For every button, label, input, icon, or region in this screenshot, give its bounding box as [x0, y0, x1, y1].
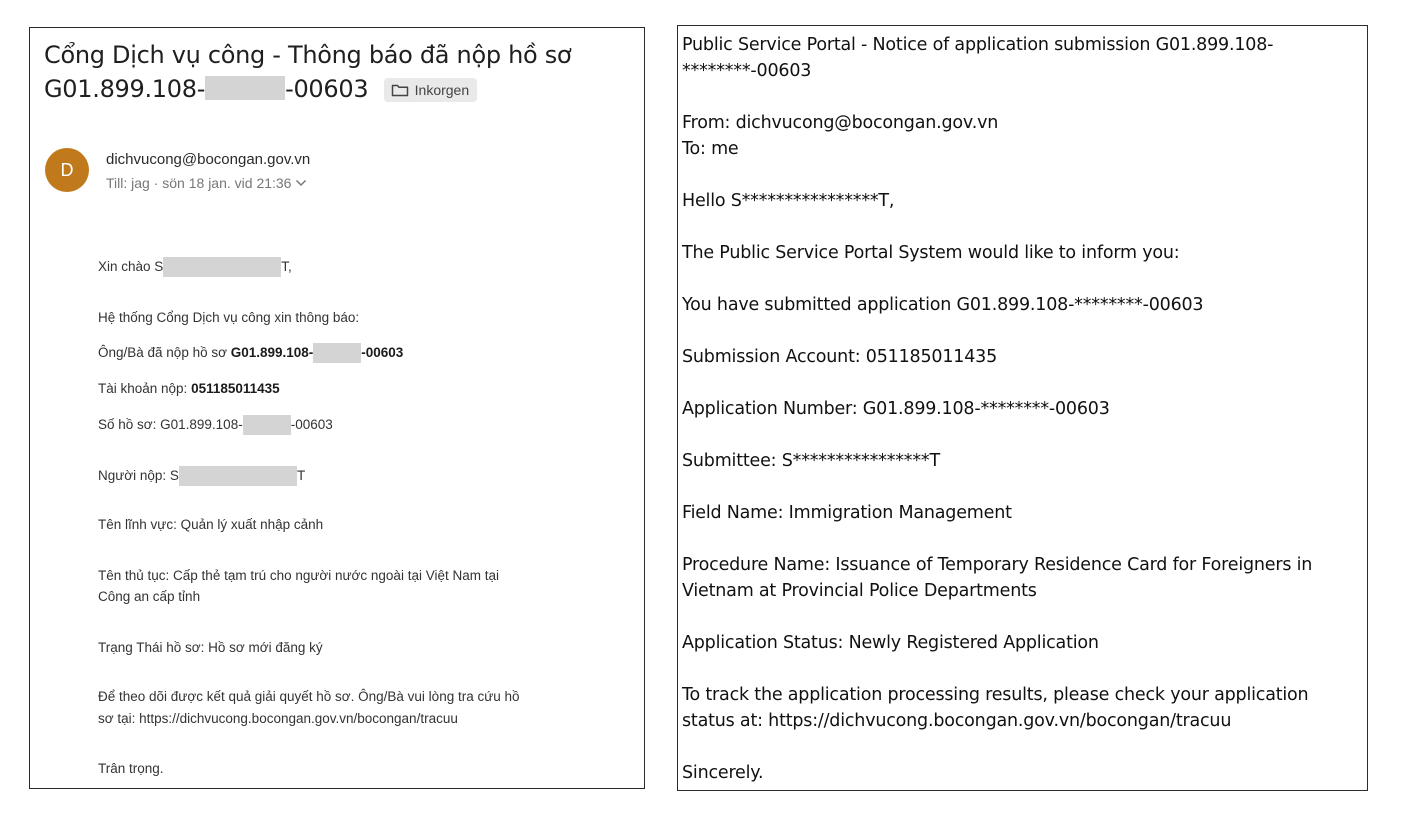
- submitted-id-suffix: -00603: [361, 345, 404, 360]
- translation-procedure-line-2: Vietnam at Provincial Police Departments: [682, 581, 1037, 601]
- account-line: [98, 378, 280, 399]
- translation-track-line-1: To track the application processing results, please check your application: [682, 685, 1309, 705]
- account-label: Tài khoản nộp:: [98, 381, 192, 396]
- submitted-id-prefix: G01.899.108-: [230, 345, 314, 360]
- translation-title-line-1: Public Service Portal - Notice of application submission G01.899.108-: [682, 35, 1274, 55]
- submitted-label: Ông/Bà đã nộp hồ sơ: [98, 345, 231, 360]
- redaction-block: [313, 343, 361, 363]
- translation-app-number: Application Number: G01.899.108-********-00603: [682, 399, 1110, 419]
- email-panel: [29, 27, 645, 789]
- translation-field: Field Name: Immigration Management: [682, 503, 1012, 523]
- number-line: [98, 414, 333, 435]
- subject-id-suffix: -00603: [285, 75, 369, 103]
- number-label: Số hồ sơ: G01.899.108-: [98, 417, 243, 432]
- translation-track-line-2: status at: https://dichvucong.bocongan.gov.vn/bocongan/tracuu: [682, 711, 1232, 731]
- procedure-line-1: Tên thủ tục: Cấp thẻ tạm trú cho người nước ngoài tại Việt Nam tại: [98, 568, 499, 583]
- account-value: 051185011435: [191, 381, 280, 396]
- track-line-2[interactable]: sơ tại: https://dichvucong.bocongan.gov.vn/bocongan/tracuu: [98, 711, 458, 726]
- greeting-line: [98, 256, 292, 277]
- email-subject: [44, 38, 634, 106]
- subject-line-2: [44, 72, 634, 106]
- redaction-block: [205, 76, 285, 100]
- field-line: Tên lĩnh vực: Quản lý xuất nhập cảnh: [98, 517, 324, 532]
- avatar[interactable]: D: [45, 148, 89, 192]
- redaction-block: [243, 415, 291, 435]
- folder-icon: [391, 83, 409, 97]
- translation-panel: [677, 25, 1368, 791]
- translation-procedure-line-1: Procedure Name: Issuance of Temporary Residence Card for Foreigners in: [682, 555, 1313, 575]
- translation-account: Submission Account: 051185011435: [682, 347, 998, 367]
- translation-closing: Sincerely.: [682, 763, 764, 783]
- subject-id-prefix: G01.899.108-: [44, 75, 206, 103]
- chevron-down-icon[interactable]: [295, 179, 307, 187]
- recipient-meta-text: Till: jag · sön 18 jan. vid 21:36: [106, 175, 292, 191]
- sender-address[interactable]: dichvucong@bocongan.gov.vn: [106, 151, 311, 168]
- inbox-label-text: Inkorgen: [414, 82, 470, 98]
- status-line: Trạng Thái hồ sơ: Hồ sơ mới đăng ký: [98, 640, 323, 655]
- translation-title-line-2: ********-00603: [682, 61, 812, 81]
- greeting-suffix: T,: [281, 259, 292, 274]
- submitted-line: [98, 342, 403, 363]
- submitter-suffix: T: [296, 468, 306, 483]
- translation-inform: The Public Service Portal System would like to inform you:: [682, 243, 1180, 263]
- inbox-label-chip[interactable]: [384, 78, 477, 102]
- translation-hello: Hello S****************T,: [682, 191, 895, 211]
- closing-line: Trân trọng.: [98, 761, 164, 776]
- submitter-label: Người nộp: S: [98, 468, 179, 483]
- number-suffix: -00603: [290, 417, 333, 432]
- submitter-line: [98, 465, 305, 486]
- translation-submittee: Submittee: S****************T: [682, 451, 940, 471]
- redaction-block: [179, 466, 297, 486]
- redaction-block: [163, 257, 281, 277]
- track-line-1: Để theo dõi được kết quả giải quyết hồ sơ. Ông/Bà vui lòng tra cứu hồ: [98, 689, 520, 704]
- translation-from: From: dichvucong@bocongan.gov.vn: [682, 113, 999, 133]
- translation-to: To: me: [682, 139, 739, 159]
- subject-line-1: Cổng Dịch vụ công - Thông báo đã nộp hồ sơ: [44, 41, 572, 69]
- translation-submitted: You have submitted application G01.899.108-********-00603: [682, 295, 1204, 315]
- procedure-line-2: Công an cấp tỉnh: [98, 589, 201, 604]
- intro-line: Hệ thống Cổng Dịch vụ công xin thông báo:: [98, 310, 360, 325]
- translation-status: Application Status: Newly Registered Application: [682, 633, 1099, 653]
- greeting-prefix: Xin chào S: [98, 259, 164, 274]
- recipient-meta[interactable]: [106, 175, 307, 191]
